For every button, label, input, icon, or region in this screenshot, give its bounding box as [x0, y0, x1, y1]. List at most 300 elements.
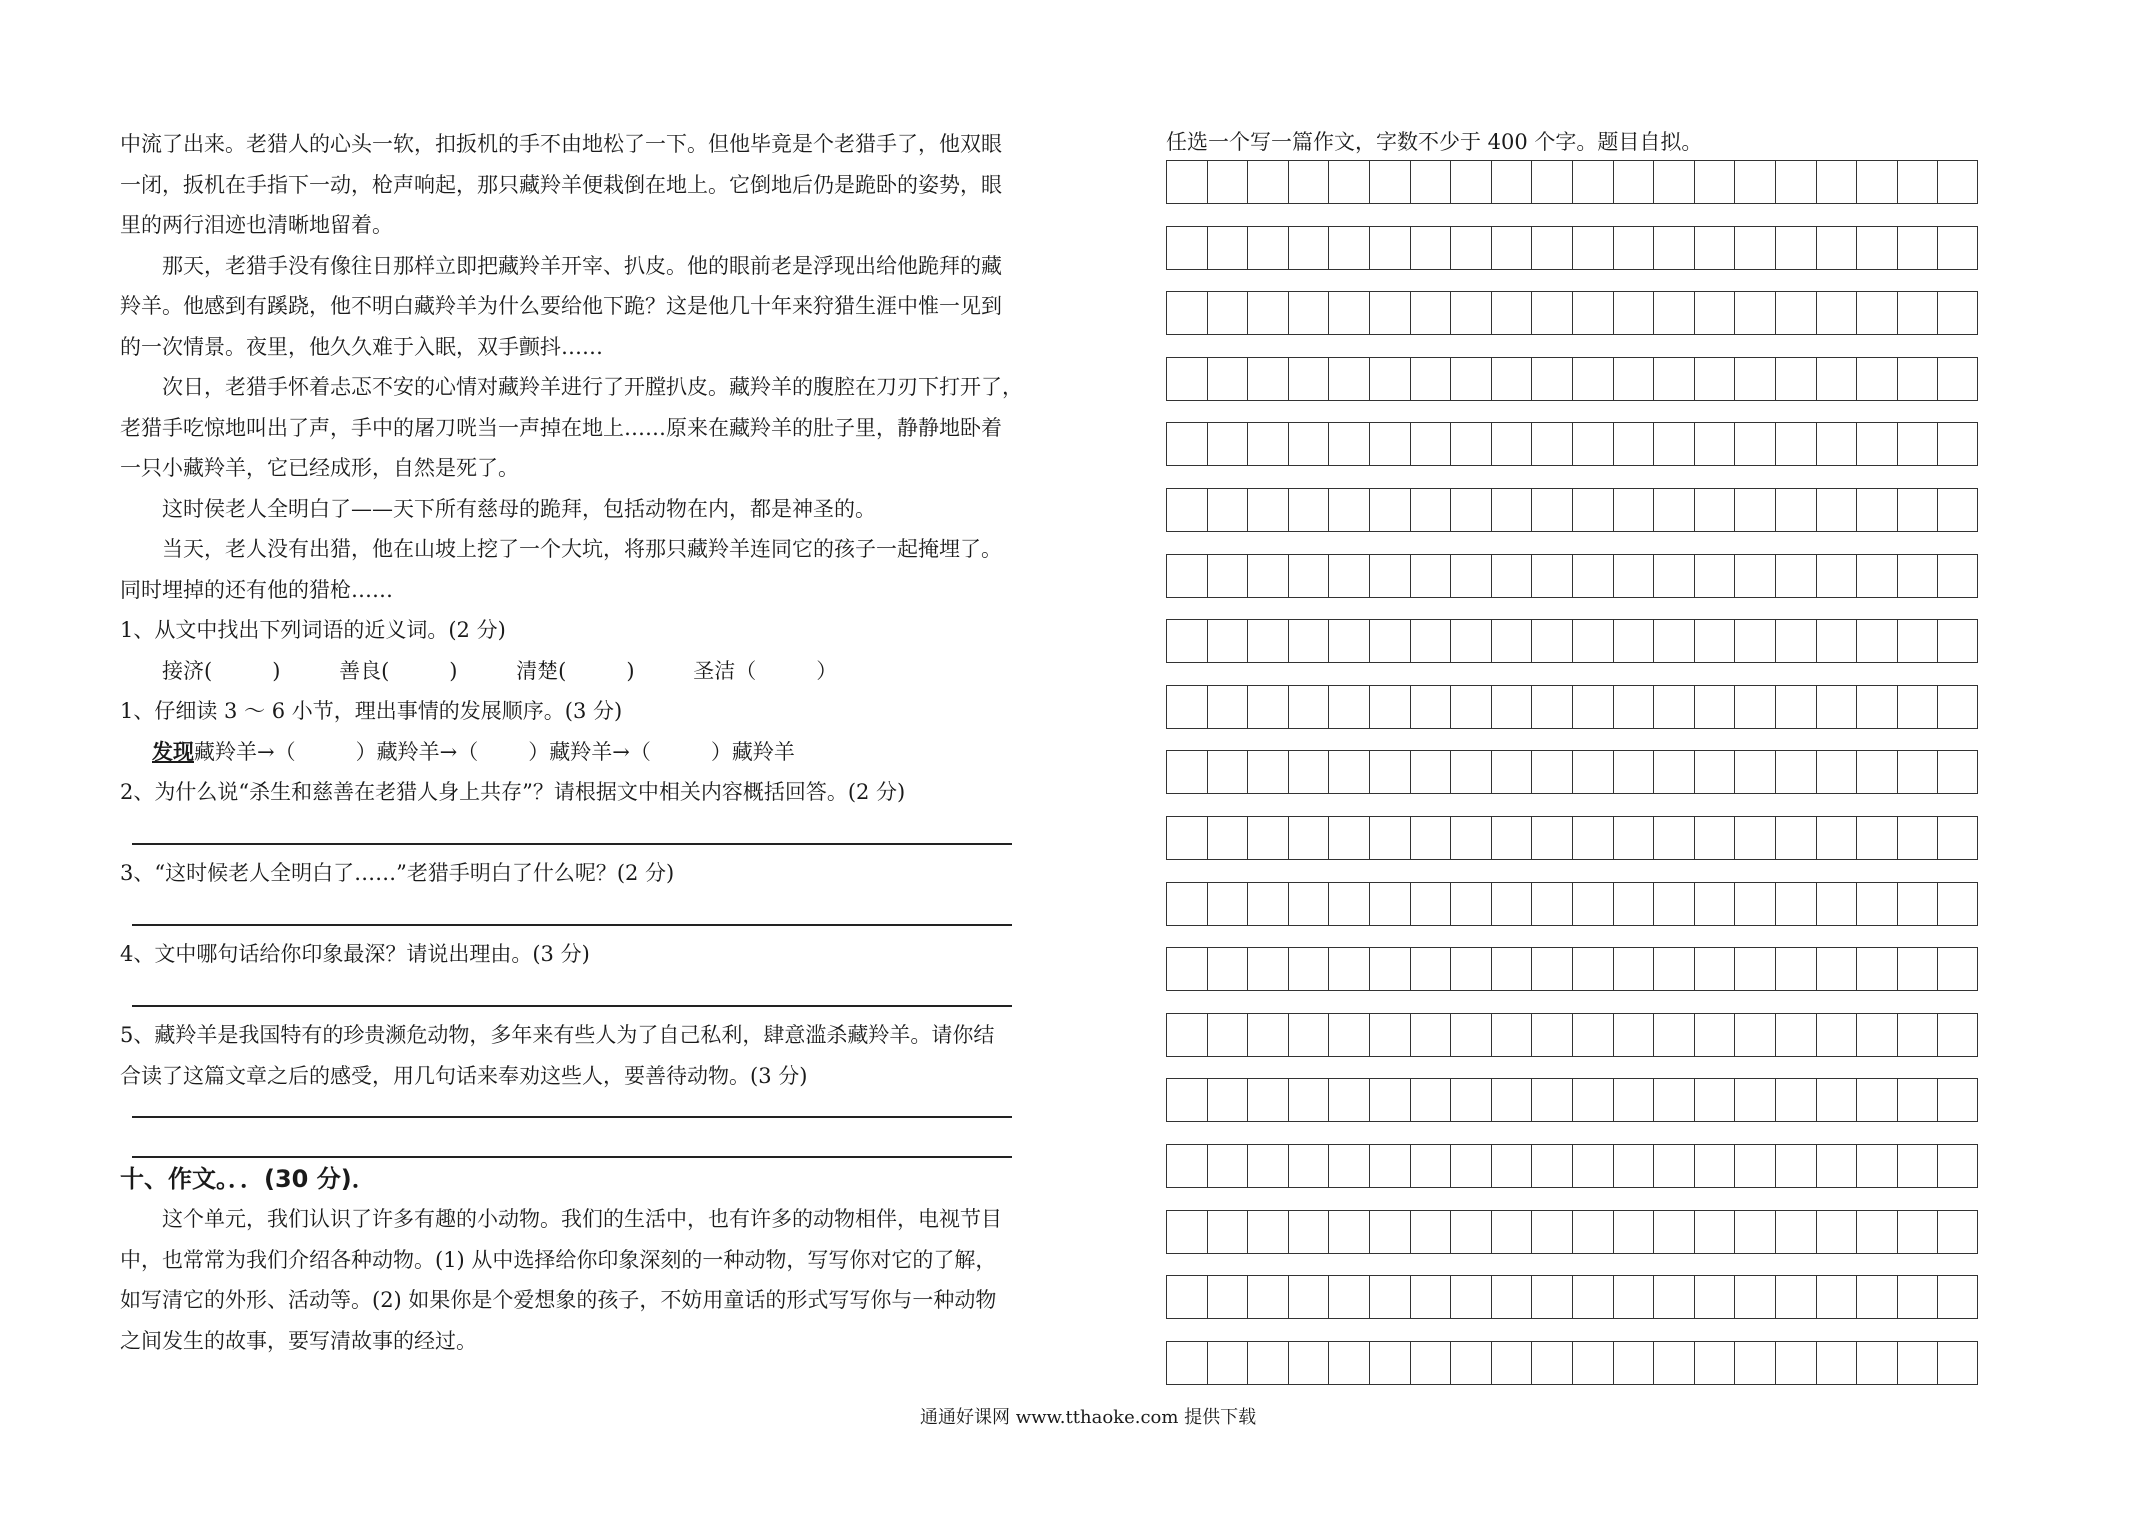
grid-cell[interactable]: [1937, 1341, 1978, 1385]
grid-cell[interactable]: [1775, 750, 1816, 794]
grid-cell[interactable]: [1410, 488, 1451, 532]
grid-cell[interactable]: [1734, 619, 1775, 663]
grid-cell[interactable]: [1166, 619, 1207, 663]
grid-cell[interactable]: [1653, 685, 1694, 729]
grid-cell[interactable]: [1572, 291, 1613, 335]
grid-cell[interactable]: [1247, 226, 1288, 270]
grid-cell[interactable]: [1775, 1210, 1816, 1254]
grid-cell[interactable]: [1328, 619, 1369, 663]
grid-cell[interactable]: [1531, 226, 1572, 270]
grid-cell[interactable]: [1734, 226, 1775, 270]
grid-cell[interactable]: [1816, 554, 1857, 598]
grid-cell[interactable]: [1937, 488, 1978, 532]
grid-cell[interactable]: [1166, 422, 1207, 466]
grid-cell[interactable]: [1856, 422, 1897, 466]
grid-cell[interactable]: [1816, 291, 1857, 335]
grid-cell[interactable]: [1613, 226, 1654, 270]
grid-cell[interactable]: [1450, 1013, 1491, 1057]
grid-cell[interactable]: [1613, 816, 1654, 860]
grid-cell[interactable]: [1247, 357, 1288, 401]
grid-cell[interactable]: [1288, 422, 1329, 466]
grid-cell[interactable]: [1166, 1210, 1207, 1254]
grid-cell[interactable]: [1369, 554, 1410, 598]
grid-cell[interactable]: [1937, 226, 1978, 270]
grid-cell[interactable]: [1166, 685, 1207, 729]
grid-cell[interactable]: [1775, 685, 1816, 729]
grid-cell[interactable]: [1531, 1275, 1572, 1319]
grid-cell[interactable]: [1288, 488, 1329, 532]
grid-cell[interactable]: [1288, 554, 1329, 598]
grid-cell[interactable]: [1775, 160, 1816, 204]
grid-cell[interactable]: [1328, 1013, 1369, 1057]
grid-cell[interactable]: [1856, 554, 1897, 598]
grid-cell[interactable]: [1816, 750, 1857, 794]
grid-cell[interactable]: [1694, 1275, 1735, 1319]
grid-cell[interactable]: [1247, 160, 1288, 204]
grid-cell[interactable]: [1166, 226, 1207, 270]
grid-cell[interactable]: [1328, 488, 1369, 532]
grid-cell[interactable]: [1937, 160, 1978, 204]
grid-cell[interactable]: [1897, 947, 1938, 991]
grid-cell[interactable]: [1328, 291, 1369, 335]
grid-cell[interactable]: [1491, 1341, 1532, 1385]
grid-cell[interactable]: [1653, 619, 1694, 663]
grid-cell[interactable]: [1207, 947, 1248, 991]
grid-cell[interactable]: [1937, 1210, 1978, 1254]
grid-cell[interactable]: [1491, 554, 1532, 598]
grid-cell[interactable]: [1247, 554, 1288, 598]
grid-cell[interactable]: [1450, 357, 1491, 401]
grid-cell[interactable]: [1166, 1341, 1207, 1385]
grid-cell[interactable]: [1734, 947, 1775, 991]
grid-cell[interactable]: [1856, 291, 1897, 335]
grid-cell[interactable]: [1166, 291, 1207, 335]
grid-cell[interactable]: [1369, 1078, 1410, 1122]
grid-cell[interactable]: [1816, 488, 1857, 532]
grid-cell[interactable]: [1207, 357, 1248, 401]
grid-cell[interactable]: [1694, 1078, 1735, 1122]
grid-cell[interactable]: [1450, 226, 1491, 270]
grid-cell[interactable]: [1694, 422, 1735, 466]
grid-cell[interactable]: [1653, 1078, 1694, 1122]
grid-cell[interactable]: [1694, 1341, 1735, 1385]
grid-cell[interactable]: [1207, 882, 1248, 926]
grid-cell[interactable]: [1572, 685, 1613, 729]
grid-cell[interactable]: [1856, 488, 1897, 532]
grid-cell[interactable]: [1613, 1013, 1654, 1057]
grid-cell[interactable]: [1734, 1144, 1775, 1188]
grid-cell[interactable]: [1328, 226, 1369, 270]
grid-cell[interactable]: [1572, 947, 1613, 991]
grid-cell[interactable]: [1288, 882, 1329, 926]
grid-cell[interactable]: [1166, 1275, 1207, 1319]
grid-cell[interactable]: [1531, 291, 1572, 335]
grid-cell[interactable]: [1166, 1144, 1207, 1188]
grid-cell[interactable]: [1328, 1275, 1369, 1319]
grid-cell[interactable]: [1734, 1078, 1775, 1122]
grid-cell[interactable]: [1491, 685, 1532, 729]
grid-cell[interactable]: [1816, 947, 1857, 991]
grid-cell[interactable]: [1937, 816, 1978, 860]
grid-cell[interactable]: [1572, 357, 1613, 401]
grid-cell[interactable]: [1937, 1013, 1978, 1057]
answer-area-2[interactable]: [120, 813, 1040, 854]
grid-cell[interactable]: [1207, 1144, 1248, 1188]
grid-cell[interactable]: [1734, 685, 1775, 729]
grid-cell[interactable]: [1450, 750, 1491, 794]
grid-cell[interactable]: [1694, 1210, 1735, 1254]
grid-cell[interactable]: [1450, 619, 1491, 663]
grid-cell[interactable]: [1247, 1013, 1288, 1057]
grid-cell[interactable]: [1613, 422, 1654, 466]
grid-cell[interactable]: [1694, 291, 1735, 335]
grid-cell[interactable]: [1897, 357, 1938, 401]
grid-cell[interactable]: [1816, 1144, 1857, 1188]
grid-cell[interactable]: [1328, 422, 1369, 466]
grid-cell[interactable]: [1572, 554, 1613, 598]
grid-cell[interactable]: [1288, 1013, 1329, 1057]
grid-cell[interactable]: [1531, 882, 1572, 926]
grid-cell[interactable]: [1247, 1275, 1288, 1319]
grid-cell[interactable]: [1410, 291, 1451, 335]
grid-cell[interactable]: [1653, 226, 1694, 270]
grid-cell[interactable]: [1572, 882, 1613, 926]
grid-cell[interactable]: [1572, 619, 1613, 663]
grid-cell[interactable]: [1369, 750, 1410, 794]
grid-cell[interactable]: [1450, 1210, 1491, 1254]
grid-cell[interactable]: [1816, 357, 1857, 401]
grid-cell[interactable]: [1897, 422, 1938, 466]
grid-cell[interactable]: [1207, 160, 1248, 204]
grid-cell[interactable]: [1207, 750, 1248, 794]
grid-cell[interactable]: [1694, 226, 1735, 270]
grid-cell[interactable]: [1491, 226, 1532, 270]
grid-cell[interactable]: [1531, 947, 1572, 991]
grid-cell[interactable]: [1572, 1144, 1613, 1188]
grid-cell[interactable]: [1450, 882, 1491, 926]
grid-cell[interactable]: [1410, 882, 1451, 926]
grid-cell[interactable]: [1410, 1341, 1451, 1385]
grid-cell[interactable]: [1816, 1275, 1857, 1319]
grid-cell[interactable]: [1613, 488, 1654, 532]
grid-cell[interactable]: [1207, 1013, 1248, 1057]
grid-cell[interactable]: [1410, 1144, 1451, 1188]
grid-cell[interactable]: [1856, 1013, 1897, 1057]
grid-cell[interactable]: [1410, 554, 1451, 598]
grid-cell[interactable]: [1897, 1210, 1938, 1254]
grid-cell[interactable]: [1775, 816, 1816, 860]
grid-cell[interactable]: [1734, 422, 1775, 466]
grid-cell[interactable]: [1369, 291, 1410, 335]
grid-cell[interactable]: [1369, 357, 1410, 401]
grid-cell[interactable]: [1816, 1013, 1857, 1057]
grid-cell[interactable]: [1856, 226, 1897, 270]
grid-cell[interactable]: [1694, 750, 1735, 794]
grid-cell[interactable]: [1369, 1341, 1410, 1385]
grid-cell[interactable]: [1856, 947, 1897, 991]
grid-cell[interactable]: [1328, 357, 1369, 401]
grid-cell[interactable]: [1491, 488, 1532, 532]
grid-cell[interactable]: [1694, 947, 1735, 991]
grid-cell[interactable]: [1531, 750, 1572, 794]
grid-cell[interactable]: [1328, 816, 1369, 860]
grid-cell[interactable]: [1207, 422, 1248, 466]
grid-cell[interactable]: [1775, 882, 1816, 926]
grid-cell[interactable]: [1897, 1013, 1938, 1057]
grid-cell[interactable]: [1410, 1078, 1451, 1122]
grid-cell[interactable]: [1531, 1144, 1572, 1188]
grid-cell[interactable]: [1410, 619, 1451, 663]
grid-cell[interactable]: [1572, 1341, 1613, 1385]
grid-cell[interactable]: [1288, 685, 1329, 729]
grid-cell[interactable]: [1531, 816, 1572, 860]
grid-cell[interactable]: [1897, 882, 1938, 926]
grid-cell[interactable]: [1491, 1013, 1532, 1057]
grid-cell[interactable]: [1775, 422, 1816, 466]
grid-cell[interactable]: [1816, 1341, 1857, 1385]
grid-cell[interactable]: [1410, 947, 1451, 991]
grid-cell[interactable]: [1937, 1275, 1978, 1319]
grid-cell[interactable]: [1207, 685, 1248, 729]
grid-cell[interactable]: [1734, 357, 1775, 401]
grid-cell[interactable]: [1694, 1144, 1735, 1188]
grid-cell[interactable]: [1410, 685, 1451, 729]
grid-cell[interactable]: [1816, 619, 1857, 663]
grid-cell[interactable]: [1856, 1078, 1897, 1122]
grid-cell[interactable]: [1166, 488, 1207, 532]
grid-cell[interactable]: [1450, 422, 1491, 466]
grid-cell[interactable]: [1613, 554, 1654, 598]
answer-area-4[interactable]: [120, 975, 1040, 1016]
grid-cell[interactable]: [1166, 750, 1207, 794]
grid-cell[interactable]: [1166, 1078, 1207, 1122]
grid-cell[interactable]: [1572, 750, 1613, 794]
grid-cell[interactable]: [1897, 291, 1938, 335]
grid-cell[interactable]: [1937, 1144, 1978, 1188]
grid-cell[interactable]: [1247, 685, 1288, 729]
grid-cell[interactable]: [1653, 291, 1694, 335]
grid-cell[interactable]: [1450, 947, 1491, 991]
grid-cell[interactable]: [1450, 1275, 1491, 1319]
grid-cell[interactable]: [1613, 1078, 1654, 1122]
grid-cell[interactable]: [1937, 422, 1978, 466]
grid-cell[interactable]: [1328, 750, 1369, 794]
grid-cell[interactable]: [1288, 1144, 1329, 1188]
grid-cell[interactable]: [1491, 750, 1532, 794]
grid-cell[interactable]: [1897, 1275, 1938, 1319]
grid-cell[interactable]: [1694, 1013, 1735, 1057]
grid-cell[interactable]: [1897, 1078, 1938, 1122]
grid-cell[interactable]: [1491, 291, 1532, 335]
grid-cell[interactable]: [1328, 160, 1369, 204]
grid-cell[interactable]: [1247, 619, 1288, 663]
answer-area-3[interactable]: [120, 894, 1040, 935]
grid-cell[interactable]: [1369, 685, 1410, 729]
grid-cell[interactable]: [1166, 882, 1207, 926]
grid-cell[interactable]: [1613, 685, 1654, 729]
grid-cell[interactable]: [1937, 357, 1978, 401]
grid-cell[interactable]: [1247, 947, 1288, 991]
grid-cell[interactable]: [1653, 1144, 1694, 1188]
grid-cell[interactable]: [1288, 1341, 1329, 1385]
grid-cell[interactable]: [1613, 291, 1654, 335]
grid-cell[interactable]: [1816, 1078, 1857, 1122]
grid-cell[interactable]: [1653, 816, 1694, 860]
grid-cell[interactable]: [1734, 750, 1775, 794]
grid-cell[interactable]: [1491, 160, 1532, 204]
grid-cell[interactable]: [1369, 882, 1410, 926]
grid-cell[interactable]: [1694, 488, 1735, 532]
grid-cell[interactable]: [1166, 160, 1207, 204]
grid-cell[interactable]: [1491, 357, 1532, 401]
grid-cell[interactable]: [1410, 816, 1451, 860]
grid-cell[interactable]: [1369, 816, 1410, 860]
grid-cell[interactable]: [1653, 1275, 1694, 1319]
grid-cell[interactable]: [1288, 750, 1329, 794]
grid-cell[interactable]: [1613, 1210, 1654, 1254]
grid-cell[interactable]: [1166, 816, 1207, 860]
grid-cell[interactable]: [1247, 291, 1288, 335]
grid-cell[interactable]: [1450, 816, 1491, 860]
grid-cell[interactable]: [1856, 619, 1897, 663]
grid-cell[interactable]: [1369, 422, 1410, 466]
grid-cell[interactable]: [1166, 554, 1207, 598]
grid-cell[interactable]: [1734, 816, 1775, 860]
grid-cell[interactable]: [1531, 1210, 1572, 1254]
grid-cell[interactable]: [1288, 1275, 1329, 1319]
grid-cell[interactable]: [1694, 816, 1735, 860]
grid-cell[interactable]: [1288, 160, 1329, 204]
grid-cell[interactable]: [1491, 1210, 1532, 1254]
grid-cell[interactable]: [1572, 1013, 1613, 1057]
grid-cell[interactable]: [1491, 1275, 1532, 1319]
answer-area-5[interactable]: [120, 1096, 1040, 1137]
grid-cell[interactable]: [1531, 357, 1572, 401]
grid-cell[interactable]: [1856, 1341, 1897, 1385]
grid-cell[interactable]: [1572, 226, 1613, 270]
grid-cell[interactable]: [1410, 422, 1451, 466]
grid-cell[interactable]: [1816, 226, 1857, 270]
grid-cell[interactable]: [1328, 554, 1369, 598]
grid-cell[interactable]: [1491, 882, 1532, 926]
grid-cell[interactable]: [1410, 750, 1451, 794]
grid-cell[interactable]: [1897, 160, 1938, 204]
grid-cell[interactable]: [1734, 882, 1775, 926]
grid-cell[interactable]: [1369, 1013, 1410, 1057]
grid-cell[interactable]: [1450, 488, 1491, 532]
grid-cell[interactable]: [1775, 226, 1816, 270]
grid-cell[interactable]: [1450, 291, 1491, 335]
grid-cell[interactable]: [1897, 226, 1938, 270]
grid-cell[interactable]: [1856, 1210, 1897, 1254]
grid-cell[interactable]: [1734, 554, 1775, 598]
grid-cell[interactable]: [1856, 160, 1897, 204]
grid-cell[interactable]: [1247, 816, 1288, 860]
grid-cell[interactable]: [1369, 947, 1410, 991]
grid-cell[interactable]: [1897, 685, 1938, 729]
grid-cell[interactable]: [1369, 160, 1410, 204]
grid-cell[interactable]: [1166, 1013, 1207, 1057]
grid-cell[interactable]: [1572, 816, 1613, 860]
grid-cell[interactable]: [1897, 554, 1938, 598]
grid-cell[interactable]: [1247, 488, 1288, 532]
grid-cell[interactable]: [1207, 1078, 1248, 1122]
grid-cell[interactable]: [1694, 619, 1735, 663]
grid-cell[interactable]: [1653, 882, 1694, 926]
grid-cell[interactable]: [1207, 488, 1248, 532]
grid-cell[interactable]: [1572, 160, 1613, 204]
grid-cell[interactable]: [1531, 1078, 1572, 1122]
grid-cell[interactable]: [1450, 1144, 1491, 1188]
grid-cell[interactable]: [1653, 488, 1694, 532]
grid-cell[interactable]: [1166, 947, 1207, 991]
grid-cell[interactable]: [1207, 291, 1248, 335]
grid-cell[interactable]: [1613, 357, 1654, 401]
grid-cell[interactable]: [1247, 882, 1288, 926]
grid-cell[interactable]: [1491, 1078, 1532, 1122]
grid-cell[interactable]: [1775, 1013, 1816, 1057]
grid-cell[interactable]: [1288, 1078, 1329, 1122]
grid-cell[interactable]: [1775, 1144, 1816, 1188]
grid-cell[interactable]: [1856, 816, 1897, 860]
grid-cell[interactable]: [1288, 947, 1329, 991]
grid-cell[interactable]: [1694, 882, 1735, 926]
grid-cell[interactable]: [1247, 1210, 1288, 1254]
grid-cell[interactable]: [1207, 554, 1248, 598]
grid-cell[interactable]: [1207, 226, 1248, 270]
grid-cell[interactable]: [1491, 816, 1532, 860]
grid-cell[interactable]: [1531, 422, 1572, 466]
grid-cell[interactable]: [1247, 1144, 1288, 1188]
grid-cell[interactable]: [1572, 1210, 1613, 1254]
grid-cell[interactable]: [1491, 1144, 1532, 1188]
grid-cell[interactable]: [1613, 1341, 1654, 1385]
grid-cell[interactable]: [1856, 750, 1897, 794]
grid-cell[interactable]: [1897, 619, 1938, 663]
grid-cell[interactable]: [1694, 357, 1735, 401]
grid-cell[interactable]: [1531, 160, 1572, 204]
grid-cell[interactable]: [1816, 160, 1857, 204]
grid-cell[interactable]: [1288, 816, 1329, 860]
grid-cell[interactable]: [1572, 1275, 1613, 1319]
grid-cell[interactable]: [1653, 947, 1694, 991]
grid-cell[interactable]: [1369, 1144, 1410, 1188]
grid-cell[interactable]: [1531, 1341, 1572, 1385]
grid-cell[interactable]: [1369, 488, 1410, 532]
grid-cell[interactable]: [1937, 947, 1978, 991]
grid-cell[interactable]: [1734, 1275, 1775, 1319]
grid-cell[interactable]: [1328, 1341, 1369, 1385]
grid-cell[interactable]: [1410, 160, 1451, 204]
grid-cell[interactable]: [1816, 422, 1857, 466]
grid-cell[interactable]: [1491, 947, 1532, 991]
grid-cell[interactable]: [1288, 357, 1329, 401]
grid-cell[interactable]: [1775, 1078, 1816, 1122]
grid-cell[interactable]: [1410, 1210, 1451, 1254]
grid-cell[interactable]: [1653, 357, 1694, 401]
grid-cell[interactable]: [1328, 882, 1369, 926]
grid-cell[interactable]: [1572, 1078, 1613, 1122]
grid-cell[interactable]: [1937, 685, 1978, 729]
grid-cell[interactable]: [1653, 554, 1694, 598]
grid-cell[interactable]: [1531, 554, 1572, 598]
grid-cell[interactable]: [1572, 422, 1613, 466]
grid-cell[interactable]: [1369, 619, 1410, 663]
grid-cell[interactable]: [1937, 554, 1978, 598]
grid-cell[interactable]: [1613, 1144, 1654, 1188]
grid-cell[interactable]: [1410, 226, 1451, 270]
grid-cell[interactable]: [1288, 619, 1329, 663]
